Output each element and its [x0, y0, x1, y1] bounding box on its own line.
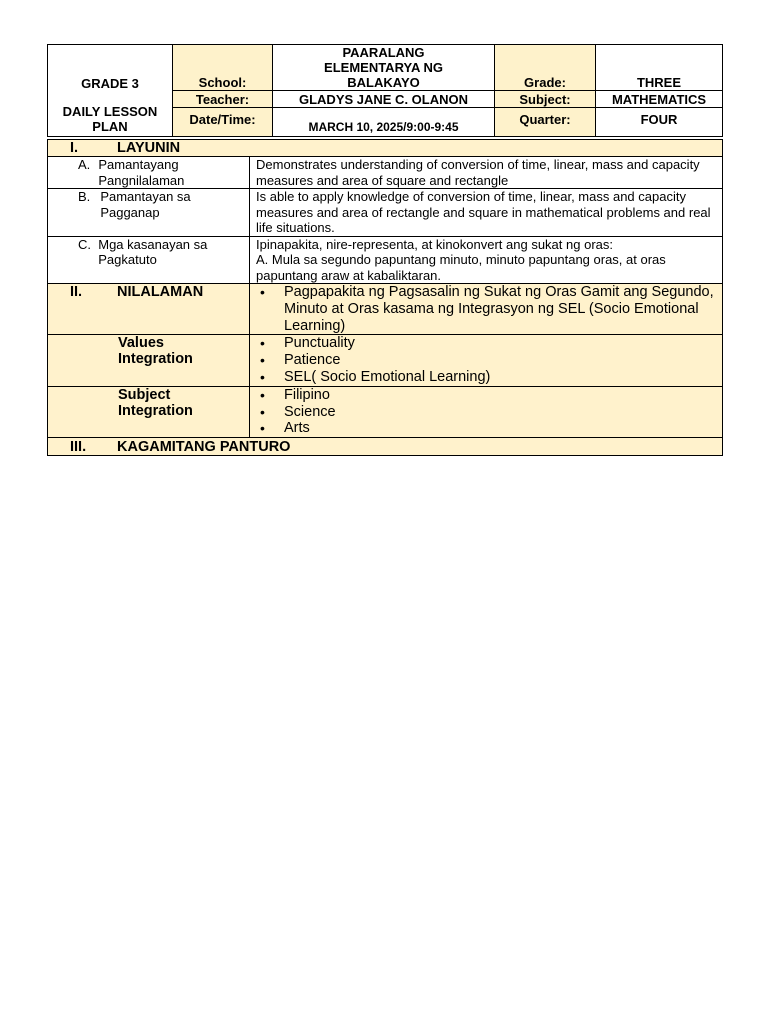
objective-label: Pamantayan sa Pagganap: [100, 189, 191, 220]
content-list: [250, 284, 722, 334]
section-title: LAYUNIN: [117, 140, 181, 156]
objective-text: Ipinapakita, nire-representa, at kinokonvert ang sukat ng oras:: [256, 236, 613, 252]
list-item: • Arts: [250, 420, 722, 437]
values-list: [250, 335, 722, 385]
objective-text: Is able to apply knowledge of conversion of time, linear, mass and capacity measures and area of rectangle and square in mathematical problems and real life situations.: [250, 189, 723, 237]
objective-letter: C.: [78, 236, 91, 252]
list-item: • Science: [250, 404, 722, 421]
objective-row-a: [48, 157, 723, 189]
objective-label: Pamantayang Pangnilalaman: [98, 157, 185, 188]
objective-label: Mga kasanayan sa Pagkatuto: [98, 236, 208, 267]
subject-integration-row: [48, 386, 723, 437]
objective-letter: B.: [78, 189, 91, 204]
list-item: • Patience: [250, 352, 722, 369]
grade-value: THREE: [596, 45, 723, 91]
subject-list: [250, 387, 722, 437]
section-num: III.: [70, 438, 87, 455]
datetime-label: Date/Time:: [173, 108, 273, 137]
section-num: I.: [70, 140, 79, 156]
datetime-value: MARCH 10, 2025/9:00-9:45: [273, 108, 495, 137]
school-label: School:: [173, 45, 273, 91]
section-layunin: [48, 140, 723, 157]
section-title: NILALAMAN: [117, 284, 204, 300]
values-integration-row: [48, 335, 723, 386]
values-integration-title: Values Integration: [48, 335, 250, 386]
grade-level: GRADE 3: [48, 45, 173, 91]
section-nilalaman: [48, 284, 723, 335]
list-item: • Filipino: [250, 387, 722, 404]
lesson-plan-table: [47, 139, 723, 456]
objective-text: Demonstrates understanding of conversion of time, linear, mass and capacity measures and area of square and rectangle: [250, 157, 723, 189]
section-kagamitan: [48, 438, 723, 456]
objective-row-b: [48, 189, 723, 237]
grade-label: Grade:: [495, 45, 596, 91]
list-item: • Pagpapakita ng Pagsasalin ng Sukat ng Oras Gamit ang Segundo, Minuto at Oras kasama ng Integrasyon ng SEL (Socio Emotional Learning): [250, 284, 722, 334]
subject-label: Subject:: [495, 91, 596, 108]
school-value: PAARALANG ELEMENTARYA NG BALAKAYO: [273, 45, 495, 91]
teacher-value: GLADYS JANE C. OLANON: [273, 91, 495, 108]
daily-lesson-plan-label: DAILY LESSON PLAN: [48, 91, 173, 137]
subject-integration-title: Subject Integration: [48, 386, 250, 437]
objective-row-c: [48, 236, 723, 284]
list-item: • Punctuality: [250, 335, 722, 352]
header-table: [47, 44, 723, 137]
quarter-label: Quarter:: [495, 108, 596, 137]
quarter-value: FOUR: [596, 108, 723, 137]
objective-text-sub: A. Mula sa segundo papuntang minuto, minuto papuntang oras, at oras papuntang araw at kabaliktaran.: [256, 252, 666, 283]
list-item: • SEL( Socio Emotional Learning): [250, 369, 722, 386]
teacher-label: Teacher:: [173, 91, 273, 108]
section-num: II.: [70, 284, 83, 300]
section-title: KAGAMITANG PANTURO: [117, 438, 291, 455]
objective-letter: A.: [78, 157, 91, 172]
subject-value: MATHEMATICS: [596, 91, 723, 108]
